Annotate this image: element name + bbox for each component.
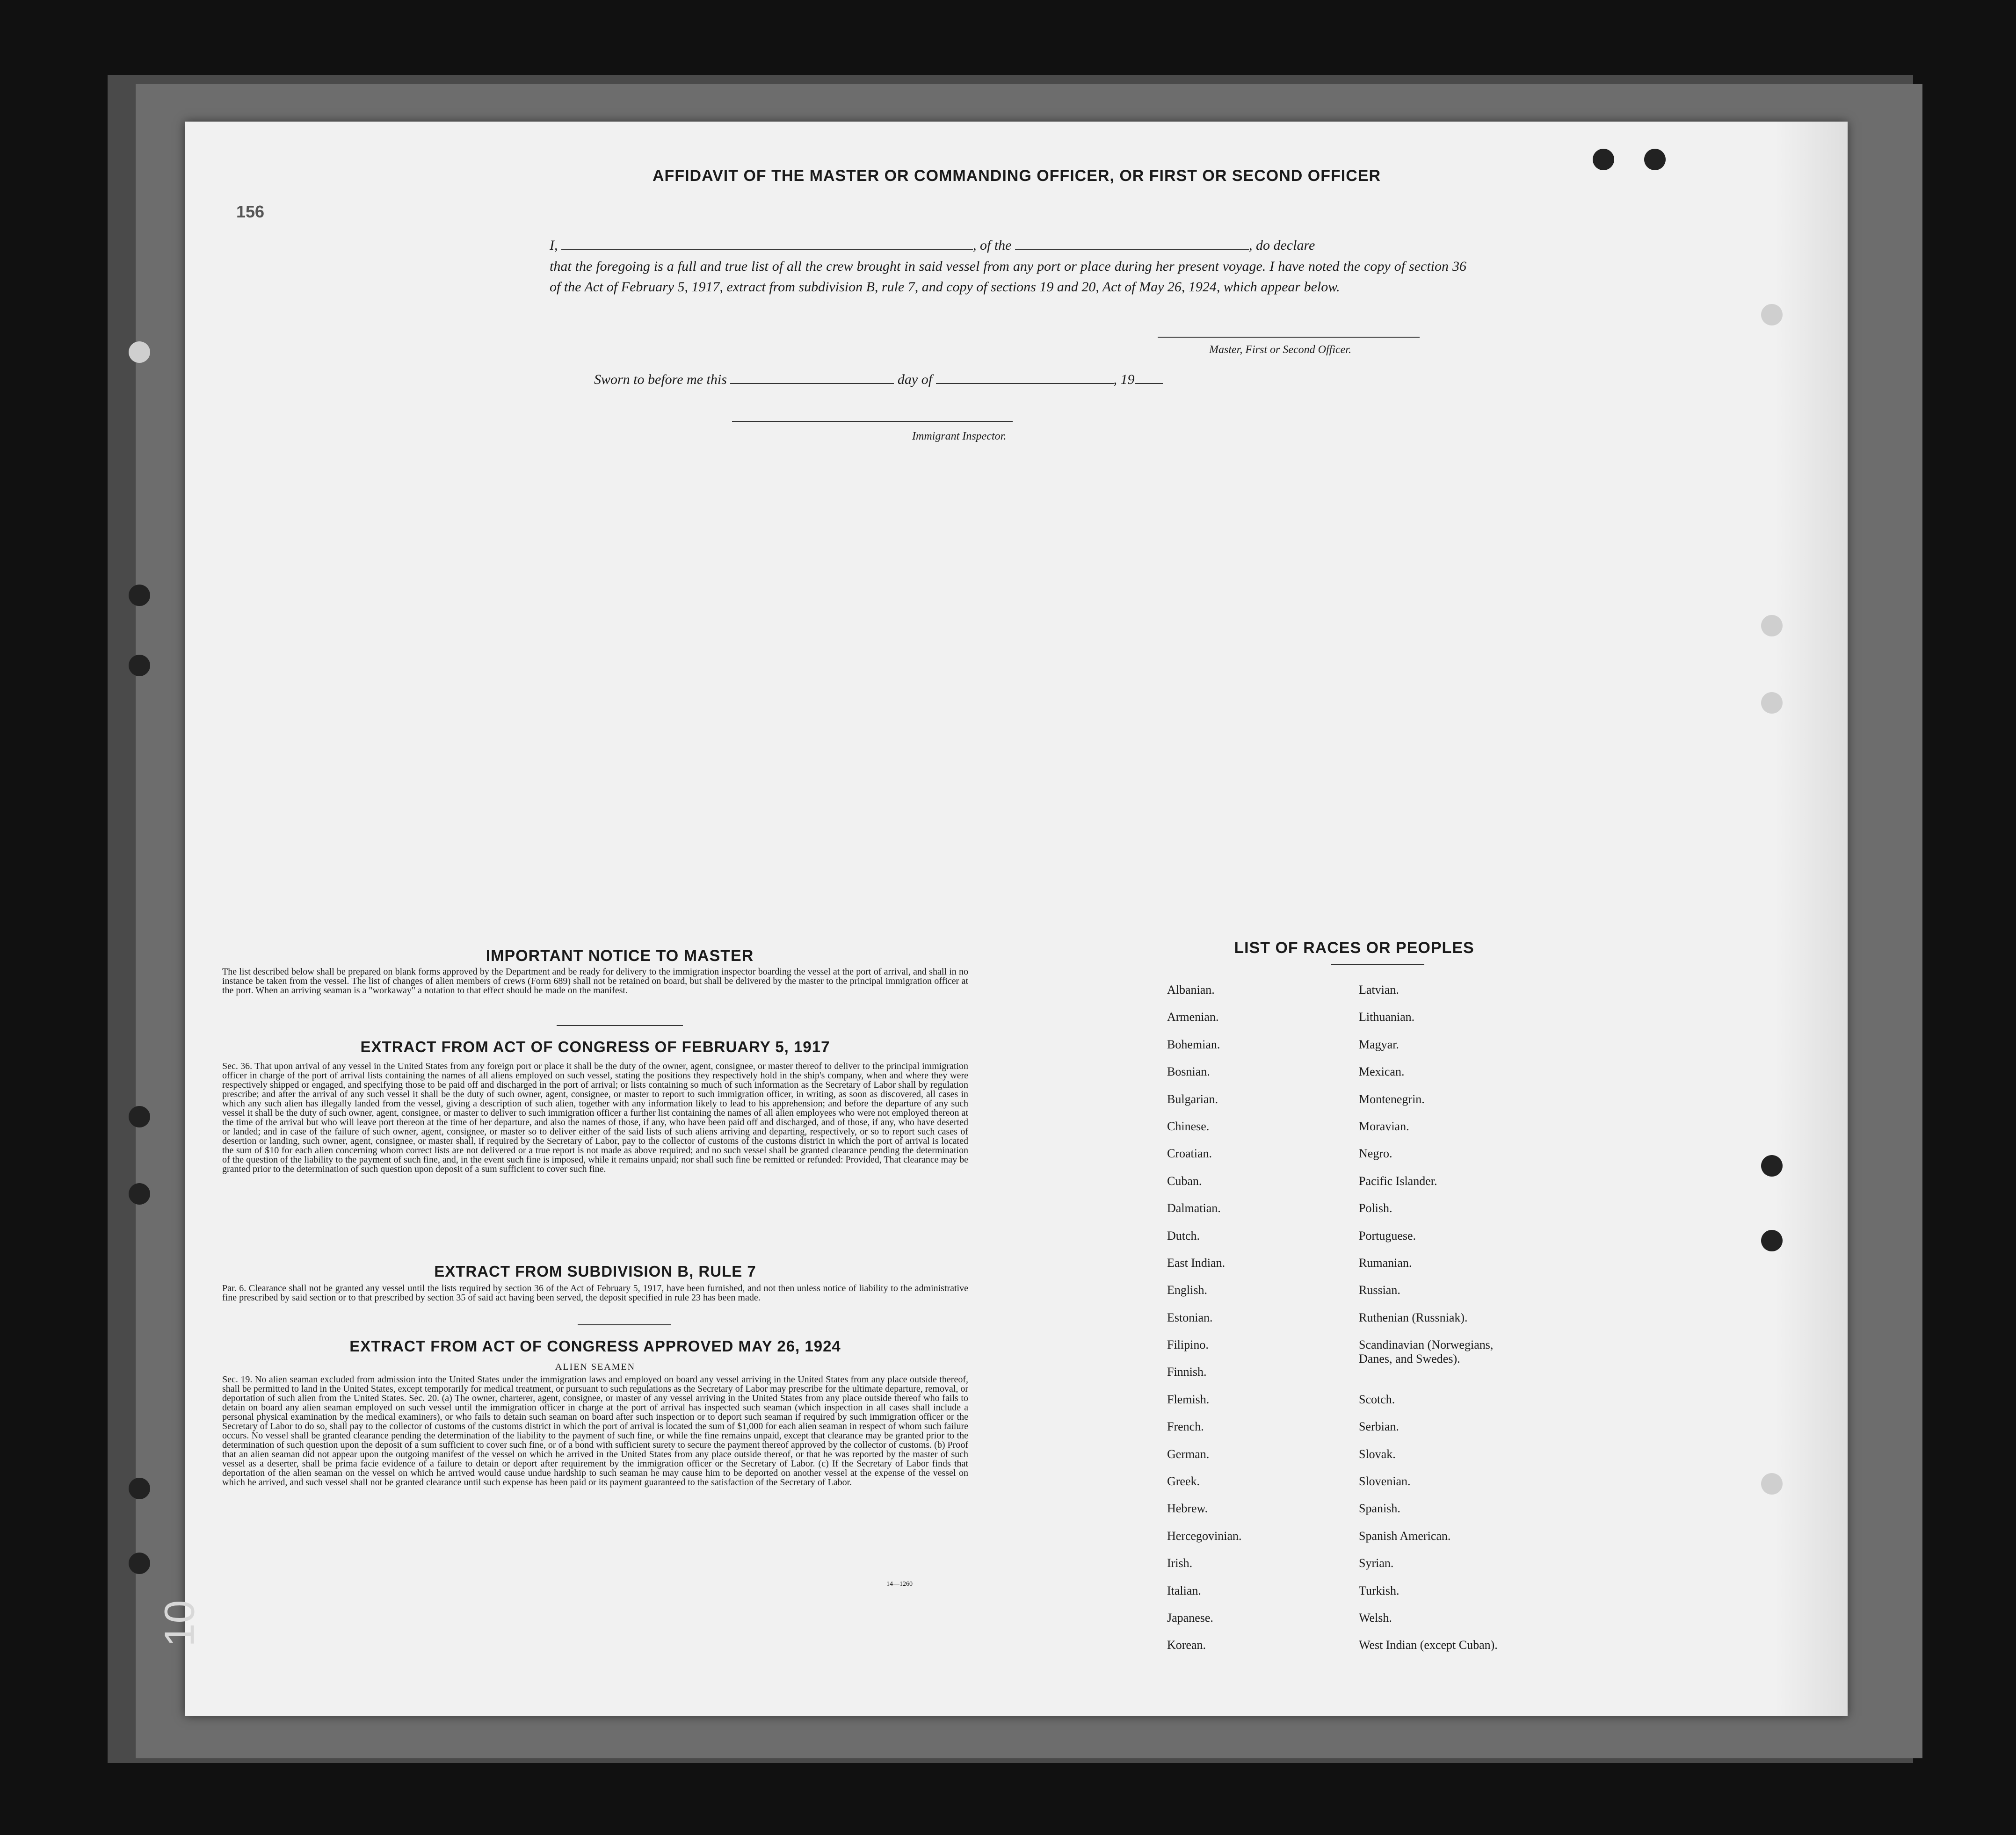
page-shade [1775,122,1848,1716]
sworn-day-blank [730,383,894,384]
vessel-blank [1015,249,1249,250]
affidavit-declare: , do declare [1249,238,1315,253]
page-number: 156 [236,202,265,221]
race-item: Armenian. [1167,1010,1219,1024]
race-item: Welsh. [1359,1611,1392,1625]
punch-hole [1761,1473,1783,1495]
punch-hole [1593,149,1614,170]
race-item: Polish. [1359,1201,1392,1215]
race-item: Lithuanian. [1359,1010,1415,1024]
margin-handwritten-number: 10 [156,1600,203,1647]
race-item: Bohemian. [1167,1037,1220,1051]
alien-seamen-subtitle: ALIEN SEAMEN [555,1362,636,1372]
punch-hole [129,655,150,676]
race-item: Bosnian. [1167,1065,1210,1079]
race-item: Croatian. [1167,1147,1212,1161]
race-item: Dutch. [1167,1228,1200,1243]
race-item: Dalmatian. [1167,1201,1221,1215]
inspector-signature-line [732,421,1013,422]
extract-1917-title: EXTRACT FROM ACT OF CONGRESS OF FEBRUARY 5, 1917 [360,1038,830,1055]
race-item: Irish. [1167,1556,1193,1570]
race-item: Turkish. [1359,1583,1400,1597]
race-item: West Indian (except Cuban). [1359,1638,1498,1652]
notice-body: The list described below shall be prepared on blank forms approved by the Department and be ready for delivery to the immigration inspector boarding the vessel at the port of arrival, and shall in no instance be taken from the vessel. The list of changes of alien members of crews (Form 689) shall not be retained on board, but shall be delivered by the master to the principal immigration officer at the port. When an arriving seaman is a "workaway" a notation to that effect should be made on the manifest. [222,967,968,996]
divider [557,1025,683,1026]
race-item: English. [1167,1283,1207,1297]
race-item: Scotch. [1359,1392,1395,1406]
races-column-1 [1167,983,1331,1666]
extract-rule7-body: Par. 6. Clearance shall not be granted any vessel until the lists required by section 36 of the Act of February 5, 1917, have been furnished, and not then unless notice of liability to the administrative fine prescribed by said section or to that prescribed by section 35 of said act having been served, the deposit specified in rule 23 has been made. [222,1283,968,1303]
race-item: Spanish. [1359,1502,1400,1516]
race-item: Spanish American. [1359,1529,1451,1543]
race-item: Ruthenian (Russniak). [1359,1310,1468,1324]
race-item: Chinese. [1167,1119,1210,1133]
inspector-caption: Immigrant Inspector. [912,430,1007,442]
notice-title: IMPORTANT NOTICE TO MASTER [486,947,754,965]
race-item: Hercegovinian. [1167,1529,1242,1543]
race-item: Portuguese. [1359,1228,1416,1243]
races-title: LIST OF RACES OR PEOPLES [1234,939,1474,957]
race-item: French. [1167,1420,1204,1434]
race-item: Pacific Islander. [1359,1174,1437,1188]
affidavit-title: AFFIDAVIT OF THE MASTER OR COMMANDING OFFICER, OR FIRST OR SECOND OFFICER [653,167,1381,185]
affidavit-declaration-line [550,238,1315,253]
race-item: Albanian. [1167,983,1215,997]
race-item: Slovak. [1359,1447,1396,1461]
sworn-year-blank [1135,383,1163,384]
race-item: Korean. [1167,1638,1206,1652]
punch-hole [1644,149,1666,170]
sworn-day-of: day of [897,372,933,387]
race-item: Flemish. [1167,1392,1210,1406]
extract-rule7-title: EXTRACT FROM SUBDIVISION B, RULE 7 [434,1263,756,1280]
punch-hole [129,1553,150,1574]
race-item: German. [1167,1447,1210,1461]
punch-hole [129,341,150,363]
punch-hole [129,1183,150,1205]
punch-hole [1761,615,1783,636]
race-item: East Indian. [1167,1256,1226,1270]
extract-1924-body: Sec. 19. No alien seaman excluded from admission into the United States under the immigration laws and employed on board any vessel arriving in the United States from any place outside thereof, shall be permitted to land in the United States, except temporarily for medical treatment, or pursuant to such regulations as the Secretary of Labor may prescribe for the ultimate departure, removal, or deportation of such alien from the United States. Sec. 20. (a) The owner, charterer, agent, consignee, or master of any vessel arriving in the United States from any place outside thereof who fails to detain on board any alien seaman employed on such vessel until the immigration officer in charge at the port of arrival has inspected such seaman (which inspection in all cases shall include a personal physical examination by the medical examiners), or who fails to detain such seaman on board after such inspection or to deport such seaman if required by such immigration officer or the Secretary of Labor to do so, shall pay to the collector of customs of the customs district in which the port of arrival is located the sum of $1,000 for each alien seaman in respect of whom such failure occurs. No vessel shall be granted clearance pending the determination of the liability to the payment of such fine, or while the fine remains unpaid, except that clearance may be granted prior to the determination of such question upon the deposit of a sum sufficient to cover such fine, or of a bond with sufficient surety to secure the payment thereof approved by the collector of customs. (b) Proof that an alien seaman did not appear upon the outgoing manifest of the vessel on which he arrived in the United States from any place outside thereof, or that he was reported by the master of such vessel as a deserter, shall be prima facie evidence of a failure to detain or deport after requirement by the immigration officer or the Secretary of Labor. (c) If the Secretary of Labor finds that deportation of the alien seaman on the vessel on which he arrived would cause undue hardship to such seaman he may cause him to be deported on another vessel at the expense of the vessel on which he arrived, and such vessel shall not be granted clearance until such expense has been paid or its payment guaranteed to the satisfaction of the Secretary of Labor. [222,1374,968,1488]
race-item: Japanese. [1167,1611,1213,1625]
race-item: Estonian. [1167,1310,1213,1324]
master-caption: Master, First or Second Officer. [1209,344,1351,356]
races-column-2 [1359,983,1569,1666]
affidavit-i: I, [550,238,558,253]
race-item: Russian. [1359,1283,1400,1297]
race-item: Magyar. [1359,1037,1399,1051]
race-item: Bulgarian. [1167,1092,1218,1106]
document-page [185,122,1848,1716]
race-item: Latvian. [1359,983,1399,997]
master-signature-line [1158,337,1420,338]
race-item: Mexican. [1359,1065,1405,1079]
race-item: Montenegrin. [1359,1092,1425,1106]
punch-hole [129,585,150,606]
race-item: Slovenian. [1359,1474,1411,1488]
sworn-prefix: Sworn to before me this [594,372,727,387]
race-item-label: Scandinavian (Norwegians, Danes, and Swedes). [1359,1338,1494,1366]
race-item: Italian. [1167,1583,1201,1597]
race-item: Greek. [1167,1474,1200,1488]
race-item: Moravian. [1359,1119,1409,1133]
extract-1917-body: Sec. 36. That upon arrival of any vessel in the United States from any foreign port or place it shall be the duty of the owner, agent, consignee, or master thereof to deliver to the principal immigration officer in charge of the port of arrival lists containing the names of all aliens employed on such vessel, stating the positions they respectively hold in the ship's company, when and where they were respectively shipped or engaged, and specifying those to be paid off and discharged in the port of arrival; or lists containing so much of such information as the Secretary of Labor shall by regulation prescribe; and after the arrival of any such vessel it shall be the duty of such owner, agent, consignee, or master to report to such immigration officer, in writing, as soon as discovered, all cases in which any such alien has illegally landed from the vessel, giving a description of such alien, together with any information likely to lead to his apprehension; and before the departure of any such vessel it shall be the duty of such owner, agent, consignee, or master to deliver to such immigration officer a further list containing the names of all alien employees who were not employed thereon at the time of the arrival but who will leave port thereon at the time of her departure, and also the names of those, if any, who have been paid off and discharged, and of those, if any, who have deserted or landed; and in case of the failure of such owner, agent, consignee, or master so to deliver either of the said lists of such aliens arriving and departing, respectively, or so to report such cases of desertion or landing, such owner, agent, consignee, or master shall, if required by the Secretary of Labor, pay to the collector of customs of the customs district in which the port of arrival is located the sum of $10 for each alien concerning whom correct lists are not delivered or a true report is not made as above required; and no such vessel shall be granted clearance pending the determination of the question of the liability to the payment of such fine, and, in the event such fine is imposed, while it remains unpaid; nor shall such fine be remitted or refunded: Provided, That clearance may be granted prior to the determination of such question upon deposit of a sum sufficient to cover such fine. [222,1061,968,1174]
race-item: Hebrew. [1167,1502,1208,1516]
punch-hole [1761,1155,1783,1177]
sworn-month-blank [936,383,1114,384]
name-blank [561,249,973,250]
race-item: Filipino. [1167,1338,1209,1352]
punch-hole [1761,304,1783,325]
punch-hole [129,1106,150,1127]
punch-hole [129,1478,150,1499]
race-item: Serbian. [1359,1420,1399,1434]
form-number: 14—1260 [886,1581,913,1588]
sworn-line [594,372,1163,388]
race-item: Negro. [1359,1147,1392,1161]
race-item [1359,1338,1569,1393]
divider [1331,964,1424,965]
extract-1924-title: EXTRACT FROM ACT OF CONGRESS APPROVED MAY 26, 1924 [349,1337,841,1355]
affidavit-of-the: , of the [973,238,1012,253]
race-item: Finnish. [1167,1365,1207,1379]
race-item: Rumanian. [1359,1256,1412,1270]
divider [578,1324,671,1325]
race-item: Syrian. [1359,1556,1394,1570]
sworn-year: , 19 [1113,372,1135,387]
punch-hole [1761,692,1783,714]
race-item: Cuban. [1167,1174,1202,1188]
punch-hole [1761,1230,1783,1251]
affidavit-body: that the foregoing is a full and true list of all the crew brought in said vessel from any port or place during her present voyage. I have noted the copy of section 36 of the Act of February 5, 1917, extract from subdivision B, rule 7, and copy of sections 19 and 20, Act of May 26, 1924, which appear below. [550,259,1466,295]
